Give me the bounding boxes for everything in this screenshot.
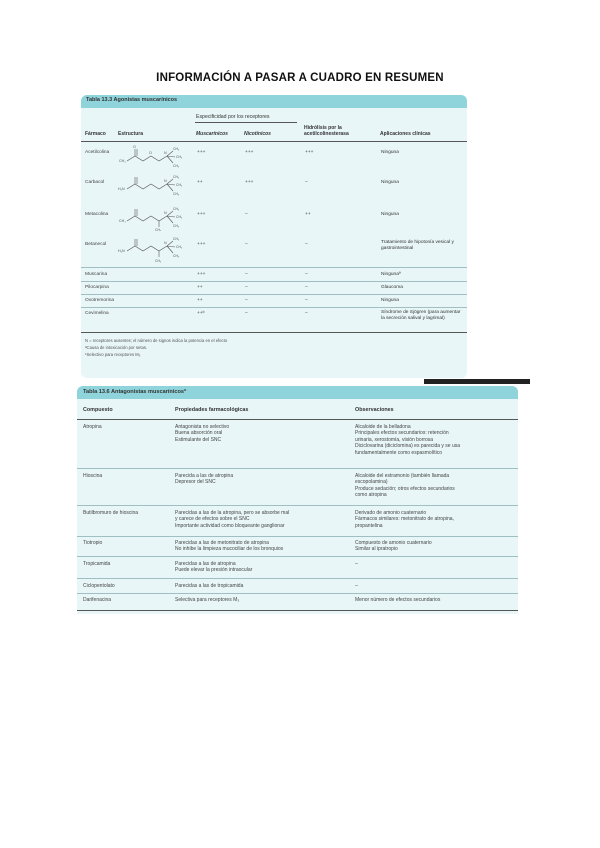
column-header-hidrolisis: Hidrólisis por la acetilcolinesterasa — [304, 125, 349, 137]
label-o: O — [149, 151, 152, 155]
cell-propiedades — [175, 561, 350, 574]
line: y carece de efectos sobre el SNC — [175, 516, 250, 523]
label-ch3: CH₃ — [176, 183, 183, 187]
table-title: Tabla 13.3 Agonistas muscarínicos — [86, 97, 178, 103]
label-h2n: H₂N — [118, 249, 125, 253]
cell-observaciones — [355, 424, 515, 456]
cell-muscarinicos: +++ — [197, 272, 206, 277]
label-ch3: CH₃ — [173, 164, 180, 168]
label-h3c: CH₃ — [119, 219, 126, 223]
header-rule — [77, 419, 518, 420]
line: – — [355, 561, 358, 567]
cell-aplicaciones: Síndrome de Sjögren (para aumentar la secreción salival y lagrimal) — [381, 310, 461, 321]
line: Parecida a las de atropina — [175, 473, 234, 479]
footnote: N = receptores ausentes; el número de signos indica la potencia en el efecto — [85, 338, 228, 343]
cell-observaciones — [355, 510, 515, 529]
label-ch3: CH₃ — [176, 215, 183, 219]
cell-compuesto: Tiotropio — [83, 540, 103, 546]
cell-hidrolisis: – — [305, 298, 308, 303]
row-name: Oxotremorina — [85, 298, 115, 303]
structure-betanecol — [117, 235, 191, 265]
cell-observaciones — [355, 561, 515, 567]
cell-observaciones — [355, 597, 515, 603]
line: Estimulante del SNC — [175, 436, 222, 443]
label-ch3: CH₃ — [173, 254, 180, 258]
column-header-muscarinicos: Muscarínicos — [196, 131, 228, 137]
header-rule — [81, 141, 467, 142]
cell-nicotinicos: – — [245, 311, 248, 316]
cell-nicotinicos: – — [245, 272, 248, 277]
label-ch3: CH₃ — [173, 192, 180, 196]
cell-nicotinicos: – — [245, 285, 248, 290]
table-bottom-rule — [77, 610, 518, 611]
label-h2n: H₂N — [118, 187, 125, 191]
page-title: INFORMACIÓN A PASAR A CUADRO EN RESUMEN — [156, 72, 444, 84]
cell-hidrolisis: – — [305, 242, 308, 247]
line: Antagonista no selectivo — [175, 424, 230, 430]
cell-compuesto: Hioscina — [83, 473, 103, 479]
line: Parecidas a las de metonitrato de atropina — [175, 540, 269, 546]
label-n: N — [164, 241, 167, 245]
line: No inhibe la limpieza mucociliar de los bronquios — [175, 546, 284, 553]
row-separator — [81, 281, 467, 282]
cell-propiedades — [175, 424, 345, 443]
cell-muscarinicos: ++ — [197, 180, 203, 185]
table-antagonistas-muscarinicos — [77, 386, 518, 614]
row-separator — [77, 556, 518, 557]
line: Puede elevar la presión intraocular — [175, 567, 253, 574]
line: como atropina — [355, 492, 387, 499]
line: Parecidas a las de atropina — [175, 561, 236, 567]
line: Buena absorción oral — [175, 430, 223, 437]
decorative-bar — [424, 379, 530, 384]
cell-muscarinicos: ++ᵇ — [197, 311, 205, 316]
cell-hidrolisis: – — [305, 311, 308, 316]
row-name: Betanecol — [85, 242, 107, 247]
line: urinaria, xerostomía, visión borrosa — [355, 436, 434, 443]
label-ch3: CH₃ — [176, 155, 183, 159]
column-header-nicotinicos: Nicotínicos — [244, 131, 271, 137]
row-separator — [81, 294, 467, 295]
line: Derivado de amonio cuaternario — [355, 510, 427, 516]
cell-aplicaciones: Tratamiento de hipotonía vesical y gastrointestinal — [381, 240, 454, 251]
column-header-compuesto: Compuesto — [83, 407, 113, 413]
label-n: N — [164, 211, 167, 215]
cell-propiedades — [175, 510, 350, 529]
line: Compuesto de amonio cuaternario — [355, 540, 432, 546]
cell-hidrolisis: ++ — [305, 212, 311, 217]
line: propantelina — [355, 522, 383, 529]
cell-muscarinicos: ++ — [197, 285, 203, 290]
cell-muscarinicos: ++ — [197, 298, 203, 303]
cell-aplicaciones: Glaucoma — [381, 285, 403, 290]
cell-nicotinicos: – — [245, 242, 248, 247]
label-ch3: CH₃ — [173, 175, 180, 179]
cell-observaciones — [355, 473, 515, 499]
row-separator — [77, 468, 518, 469]
row-name: Pilocarpina — [85, 285, 109, 290]
cell-nicotinicos: +++ — [245, 180, 254, 185]
cell-hidrolisis: – — [305, 180, 308, 185]
line: – — [355, 583, 358, 589]
structure-carbacol — [117, 173, 191, 197]
column-header-aplicaciones: Aplicaciones clínicas — [380, 131, 431, 137]
structure-acetilcolina — [117, 145, 191, 169]
label-ch3: CH₃ — [176, 245, 183, 249]
row-name: Cevimelina — [85, 311, 109, 316]
label-n: N — [164, 151, 167, 155]
label-h3c: CH₃ — [119, 159, 126, 163]
line: Menor número de efectos secundarios — [355, 597, 441, 603]
line: Importante actividad como bloqueante ganglionar — [175, 522, 285, 529]
row-separator — [81, 267, 467, 268]
line: fundamentalmente como espasmolítico — [355, 449, 442, 456]
footnote: ᵇSelectivo para receptores M₃ — [85, 352, 141, 357]
cell-compuesto: Ciclopentolato — [83, 583, 115, 589]
column-header-farmaco: Fármaco — [85, 131, 106, 137]
line: Depresor del SNC — [175, 479, 216, 486]
column-header-estructura: Estructura — [118, 131, 144, 137]
column-header-observaciones: Observaciones — [355, 407, 394, 413]
cell-nicotinicos: +++ — [245, 150, 254, 155]
row-name: Carbacol — [85, 180, 105, 185]
footnote: ªCausa de intoxicación por setas. — [85, 345, 148, 350]
label-ch3: CH₃ — [173, 207, 180, 211]
cell-aplicaciones: Ninguna — [381, 212, 399, 217]
cell-observaciones — [355, 540, 515, 553]
cell-hidrolisis: +++ — [305, 150, 314, 155]
line: Parecidas a las de la atropina, pero se absorbe mal — [175, 510, 290, 516]
cell-compuesto: Darifenacina — [83, 597, 112, 603]
cell-muscarinicos: +++ — [197, 242, 206, 247]
line: Parecidas a las de tropicamida — [175, 583, 244, 589]
row-separator — [77, 505, 518, 506]
cell-compuesto: Butilbromuro de hioscina — [83, 510, 139, 516]
line: Alcaloide de la belladona — [355, 424, 411, 430]
cell-aplicaciones: Ningunaª — [381, 272, 401, 277]
column-group-especificidad: Especificidad por los receptores — [196, 114, 270, 120]
row-separator — [77, 536, 518, 537]
row-name: Acetilcolina — [85, 150, 110, 155]
line: escopolamina) — [355, 479, 388, 486]
label-ch3: CH₃ — [173, 237, 180, 241]
table-agonistas-muscarinicos — [81, 95, 467, 378]
row-name: Metacolina — [85, 212, 109, 217]
structure-metacolina — [117, 205, 191, 231]
line: Similar al ipratropio — [355, 546, 398, 553]
column-header-propiedades: Propiedades farmacológicas — [175, 407, 249, 413]
row-separator — [77, 578, 518, 579]
cell-observaciones — [355, 583, 515, 589]
line: Alcaloide del estramonio (también llamada — [355, 473, 450, 479]
line: Diciclovarina (diciclomina) es parecida y se usa — [355, 443, 461, 450]
cell-nicotinicos: – — [245, 212, 248, 217]
cell-compuesto: Tropicamida — [83, 561, 111, 567]
cell-propiedades — [175, 473, 345, 486]
cell-propiedades — [175, 540, 350, 553]
table-title: Tabla 13.6 Antagonistas muscarínicosª — [83, 389, 187, 395]
table-bottom-rule — [81, 332, 467, 333]
label-n: N — [164, 179, 167, 183]
line: Produce sedación; otros efectos secundarios — [355, 485, 455, 492]
cell-muscarinicos: +++ — [197, 150, 206, 155]
label-ch3: CH₃ — [155, 259, 162, 263]
row-name: Muscarina — [85, 272, 108, 277]
line: Selectiva para receptores M₃ — [175, 597, 240, 603]
label-o: O — [133, 145, 136, 149]
cell-propiedades — [175, 583, 350, 589]
row-separator — [81, 307, 467, 308]
cell-compuesto: Atropina — [83, 424, 102, 430]
cell-aplicaciones: Ninguna — [381, 298, 399, 303]
cell-hidrolisis: – — [305, 285, 308, 290]
line: Fármacos similares: metonitrato de atropina, — [355, 516, 454, 523]
cell-propiedades — [175, 597, 350, 603]
cell-aplicaciones: Ninguna — [381, 180, 399, 185]
cell-hidrolisis: – — [305, 272, 308, 277]
cell-nicotinicos: – — [245, 298, 248, 303]
label-ch3: CH₃ — [173, 224, 180, 228]
cell-muscarinicos: +++ — [197, 212, 206, 217]
label-ch3: CH₃ — [173, 147, 180, 151]
row-separator — [77, 593, 518, 594]
cell-aplicaciones: Ninguna — [381, 150, 399, 155]
group-rule — [195, 122, 297, 123]
line: Principales efectos secundarios: retención — [355, 430, 449, 437]
label-ch3: CH₃ — [155, 228, 162, 231]
